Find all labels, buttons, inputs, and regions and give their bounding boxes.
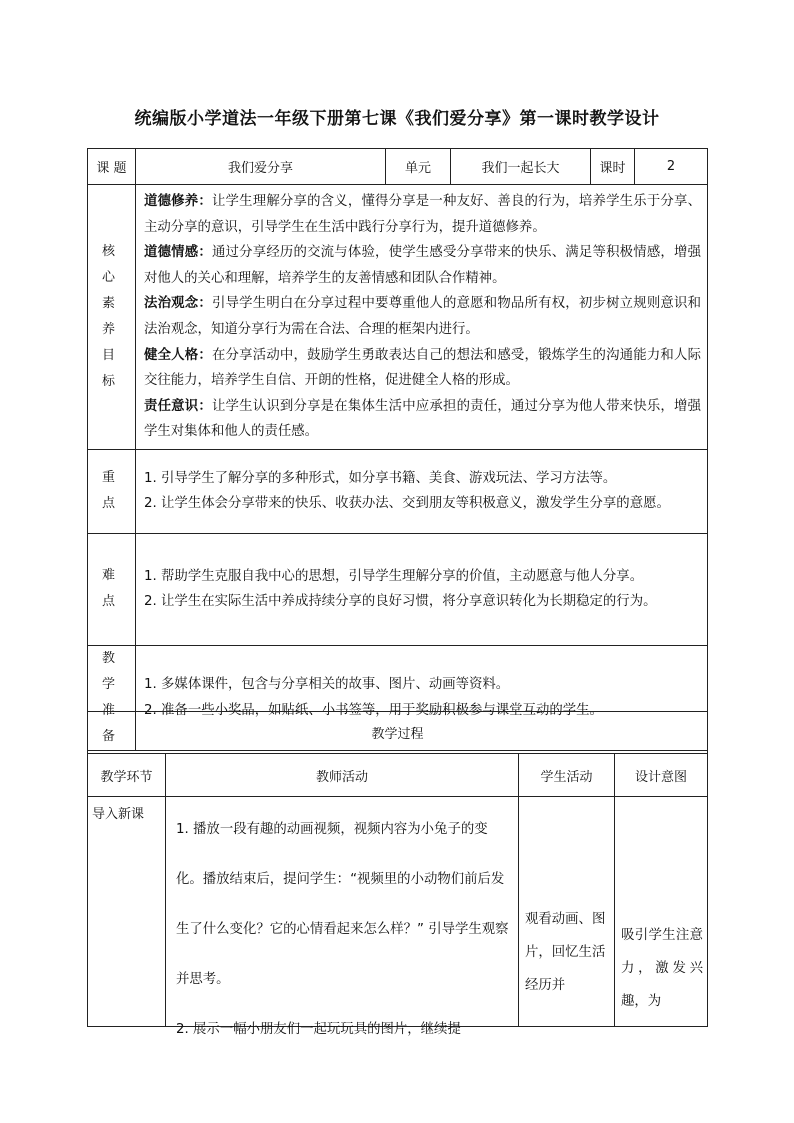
col-student: 学生活动 xyxy=(519,754,615,797)
prep-item-2: 2. 准备一些小奖品，如贴纸、小书签等，用于奖励积极参与课堂互动的学生。 xyxy=(144,702,603,718)
key-points-content xyxy=(136,449,708,533)
process-title: 教学过程 xyxy=(88,712,708,754)
key-point-2: 2. 让学生体会分享带来的快乐、收获办法、交到朋友等积极意义，激发学生分享的意愿。 xyxy=(144,496,670,512)
document-title: 统编版小学道法一年级下册第七课《我们爱分享》第一课时教学设计 xyxy=(134,109,660,129)
difficulties-label: 难 点 xyxy=(88,533,136,645)
process-header-row xyxy=(88,754,708,797)
prep-item-1: 1. 多媒体课件，包含与分享相关的故事、图片、动画等资料。 xyxy=(144,677,510,693)
design-intent-cell xyxy=(615,797,708,1027)
period-label: 课时 xyxy=(591,149,635,185)
teacher-activity-2: 2. 展示一幅小朋友们一起玩玩具的图片，继续提 xyxy=(176,1022,461,1037)
goals-label: 核 心 素 养 目 标 xyxy=(88,185,136,450)
goals-row xyxy=(88,185,708,450)
key-points-row xyxy=(88,449,708,533)
goal-moral: 道德修养：让学生理解分享的含义，懂得分享是一种友好、善良的行为，培养学生乐于分享、主动分享的意识，引导学生在生活中践行分享行为，提升道德修养。 xyxy=(144,194,701,235)
lesson-info-table xyxy=(87,148,708,751)
goal-responsibility: 责任意识：让学生认识到分享是在集体生活中应承担的责任，通过分享为他人带来快乐，增强学生对集体和他人的责任感。 xyxy=(144,398,701,440)
process-row xyxy=(88,797,708,1027)
header-row xyxy=(88,149,708,185)
stage-cell: 导入新课 xyxy=(88,797,166,1027)
teacher-activity-1: 1. 播放一段有趣的动画视频，视频内容为小兔子的变化。播放结束后，提问学生：“视频里的小动物们前后发生了什么变化？它的心情看起来怎么样？” 引导学生观察并思考。 xyxy=(176,822,509,987)
student-activity-cell xyxy=(519,797,615,1027)
difficulties-row xyxy=(88,533,708,645)
goals-content xyxy=(136,185,708,450)
student-activity-text: 观看动画、图片，回忆生活经历并 xyxy=(525,912,606,993)
topic-value: 我们爱分享 xyxy=(136,149,386,185)
col-stage: 教学环节 xyxy=(88,754,166,797)
col-intent: 设计意图 xyxy=(615,754,708,797)
key-points-label: 重 点 xyxy=(88,449,136,533)
design-intent-text: 吸引学生注意力，激发兴趣，为 xyxy=(621,928,704,1009)
col-teacher: 教师活动 xyxy=(166,754,519,797)
topic-label: 课 题 xyxy=(88,149,136,185)
teaching-process-table xyxy=(87,711,708,1037)
process-title-row xyxy=(88,712,708,754)
difficulty-1: 1. 帮助学生克服自我中心的思想，引导学生理解分享的价值，主动愿意与他人分享。 xyxy=(144,568,644,584)
difficulties-content xyxy=(136,533,708,645)
unit-value: 我们一起长大 xyxy=(451,149,591,185)
period-value: 2 xyxy=(635,149,708,185)
key-point-1: 1. 引导学生了解分享的多种形式，如分享书籍、美食、游戏玩法、学习方法等。 xyxy=(144,470,617,486)
unit-label: 单元 xyxy=(386,149,451,185)
prep-label: 教 学 准 备 xyxy=(88,645,136,750)
teacher-activity-cell xyxy=(166,797,519,1037)
difficulty-2: 2. 让学生在实际生活中养成持续分享的良好习惯，将分享意识转化为长期稳定的行为。 xyxy=(144,594,657,610)
goal-personality: 健全人格：在分享活动中，鼓励学生勇敢表达自己的想法和感受，锻炼学生的沟通能力和人际交往能力，培养学生自信、开朗的性格，促进健全人格的形成。 xyxy=(144,347,701,389)
goal-emotion: 道德情感：通过分享经历的交流与体验，使学生感受分享带来的快乐、满足等积极情感，增强对他人的关心和理解，培养学生的友善情感和团队合作精神。 xyxy=(144,245,701,286)
goal-law: 法治观念：引导学生明白在分享过程中要尊重他人的意愿和物品所有权，初步树立规则意识和法治观念，知道分享行为需在合法、合理的框架内进行。 xyxy=(144,296,701,337)
